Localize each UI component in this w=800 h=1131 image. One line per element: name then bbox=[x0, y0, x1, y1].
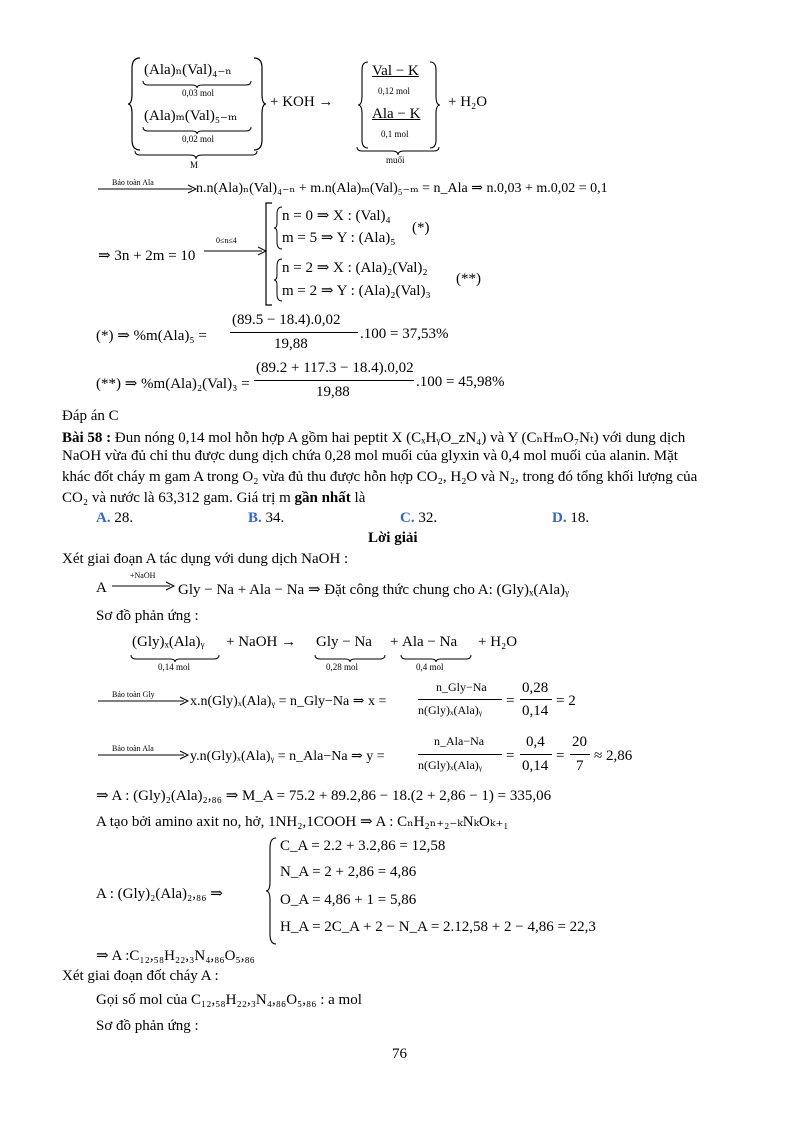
plus-h2o: + H₂O bbox=[448, 94, 488, 110]
mol-002: 0,02 mol bbox=[182, 134, 215, 144]
long-arrow-2 bbox=[204, 246, 268, 256]
bt-ala-bar2 bbox=[520, 754, 552, 755]
long-arrow-1 bbox=[98, 184, 198, 194]
pct2-denominator: 19,88 bbox=[316, 384, 350, 400]
amino-line: A tạo bởi amino axit no, hở, 1NH₂,1COOH ⇒ A : CₙH₂ₙ₊₂₋ₖNₖOₖ₊₁ bbox=[96, 814, 509, 830]
bt-gly-bar2 bbox=[520, 699, 552, 700]
bt-ala-num2: 0,4 bbox=[526, 734, 545, 750]
bt-gly-num2: 0,28 bbox=[522, 680, 549, 696]
bt-gly-lhs: x.n(Gly)ₓ(Ala)ᵧ = n_Gly−Na ⇒ x = bbox=[190, 694, 387, 709]
peptide-x-formula: (Ala)ₙ(Val)₄₋ₙ bbox=[144, 62, 232, 78]
pct2-lhs: (**) ⇒ %m(Ala)₂(Val)₃ = bbox=[96, 376, 250, 392]
salt-brace-open bbox=[358, 60, 370, 150]
mol-012: 0,12 mol bbox=[378, 86, 411, 96]
bt-ala-frac-den: n(Gly)ₓ(Ala)ᵧ bbox=[418, 758, 482, 772]
underbrace-2 bbox=[142, 126, 252, 134]
bt-ala-frac-num: n_Ala−Na bbox=[434, 734, 485, 748]
problem-title: Bài 58 : bbox=[62, 430, 112, 446]
system-c: C_A = 2.2 + 3.2,86 = 12,58 bbox=[280, 838, 446, 854]
bt-gly-rhs: = 2 bbox=[556, 693, 576, 709]
pct1-numerator: (89.5 − 18.4).0,02 bbox=[232, 312, 341, 328]
problem-line-1 bbox=[62, 428, 685, 447]
peptide-y-formula: (Ala)ₘ(Val)₅₋ₘ bbox=[144, 108, 238, 124]
underbrace-gly bbox=[314, 654, 386, 662]
case2-n: n = 2 ⇒ X : (Ala)₂(Val)₂ bbox=[282, 260, 428, 276]
bt-ala-den2: 0,14 bbox=[522, 758, 549, 774]
previous-answer: Đáp án C bbox=[62, 408, 119, 424]
case2-m: m = 2 ⇒ Y : (Ala)₂(Val)₃ bbox=[282, 283, 431, 299]
problem-line-4: CO₂ và nước là 63,312 gam. Giá trị m gần nhất là bbox=[62, 490, 366, 506]
mark-star: (*) bbox=[412, 220, 430, 236]
system-h: H_A = 2C_A + 2 − N_A = 2.12,58 + 2 − 4,86 = 22,3 bbox=[280, 919, 596, 935]
goi-so-mol: Gọi số mol của C₁₂,₅₈H₂₂,₃N₄,₈₆O₅,₈₆ : a mol bbox=[96, 992, 362, 1008]
pct2-numerator: (89.2 + 117.3 − 18.4).0,02 bbox=[256, 360, 414, 376]
bt-ala-rhs: ≈ 2,86 bbox=[594, 748, 633, 764]
arrow-label-bt-ala-2: Bảo toàn Ala bbox=[112, 744, 154, 753]
bt-gly-den2: 0,14 bbox=[522, 703, 549, 719]
pct1-rhs: .100 = 37,53% bbox=[360, 326, 449, 342]
underbrace-ala bbox=[400, 654, 472, 662]
salt-brace-close bbox=[428, 60, 440, 150]
a-reaction-rhs: Gly − Na + Ala − Na ⇒ Đặt công thức chung cho A: (Gly)ₓ(Ala)ᵧ bbox=[178, 582, 569, 598]
system-n: N_A = 2 + 2,86 = 4,86 bbox=[280, 864, 417, 880]
bt-ala-eq2: = bbox=[556, 748, 565, 764]
label-muoi: muối bbox=[386, 155, 405, 165]
long-arrow-4 bbox=[98, 696, 190, 706]
underbrace-1 bbox=[142, 80, 252, 88]
stage-2-text: Xét giai đoạn đốt cháy A : bbox=[62, 968, 219, 984]
bt-gly-frac-bar bbox=[418, 699, 502, 700]
solution-heading: Lời giải bbox=[368, 530, 418, 546]
pct2-fraction-bar bbox=[254, 380, 414, 381]
problem-line-2: NaOH vừa đủ chỉ thu được dung dịch chứa 0,28 mol muối của glyxin và 0,4 mol muối của alanin. Mặt bbox=[62, 448, 678, 464]
react-ala-na: Ala − Na bbox=[402, 634, 458, 650]
long-arrow-3 bbox=[112, 581, 176, 591]
sodo-label-2: Sơ đồ phản ứng : bbox=[96, 1018, 199, 1034]
react-ala-mol: 0,4 mol bbox=[416, 662, 444, 672]
arrow-label-range: 0≤n≤4 bbox=[216, 236, 237, 245]
react-plus-naoh: + NaOH → bbox=[226, 634, 297, 650]
underbrace-m bbox=[134, 150, 258, 160]
sodo-label: Sơ đồ phản ứng : bbox=[96, 608, 199, 624]
pct2-rhs: .100 = 45,98% bbox=[416, 374, 505, 390]
arrow-label-bt-ala: Bảo toàn Ala bbox=[112, 178, 154, 187]
long-arrow-5 bbox=[98, 750, 190, 760]
problem-line-3: khác đốt cháy m gam A trong O₂ vừa đủ thu được hỗn hợp CO₂, H₂O và N₂, trong đó tổng khối lượng của bbox=[62, 469, 698, 485]
left-brace-open bbox=[128, 56, 142, 152]
bt-ala-eq: = bbox=[506, 748, 515, 764]
arrow-label-naoh: +NaOH bbox=[130, 571, 156, 580]
react-plus-h2o: + H₂O bbox=[478, 634, 518, 650]
problem-text-1: Đun nóng 0,14 mol hỗn hợp A gồm hai peptit X (CₓHᵧO_zN₄) và Y (CₙHₘO₇Nₜ) với dung dịch bbox=[114, 430, 686, 446]
bt-ala-expression: n.n(Ala)ₙ(Val)₄₋ₙ + m.n(Ala)ₘ(Val)₅₋ₘ = n_Ala ⇒ n.0,03 + m.0,02 = 0,1 bbox=[196, 181, 608, 196]
page-number: 76 bbox=[392, 1046, 407, 1062]
react-plus: + bbox=[390, 634, 399, 650]
mol-01: 0,1 mol bbox=[381, 129, 409, 139]
bt-gly-frac-num: n_Gly−Na bbox=[436, 680, 487, 694]
mark-double-star: (**) bbox=[456, 271, 481, 287]
ma-line: ⇒ A : (Gly)₂(Ala)₂,₈₆ ⇒ M_A = 75.2 + 89.2,86 − 18.(2 + 2,86 − 1) = 335,06 bbox=[96, 788, 552, 804]
ala-k: Ala − K bbox=[372, 106, 421, 122]
bt-ala-lhs: y.n(Gly)ₓ(Ala)ᵧ = n_Ala−Na ⇒ y = bbox=[190, 749, 385, 764]
option-a: A. 28. bbox=[96, 510, 134, 526]
bracket-cases bbox=[264, 202, 274, 306]
option-c: C. 32. bbox=[400, 510, 438, 526]
case1-n: n = 0 ⇒ X : (Val)₄ bbox=[282, 208, 391, 224]
case1-m: m = 5 ⇒ Y : (Ala)₅ bbox=[282, 230, 396, 246]
a-symbol: A bbox=[96, 580, 107, 596]
react-gly-mol: 0,28 mol bbox=[326, 662, 359, 672]
underbrace-a bbox=[130, 654, 220, 662]
bt-ala-num3: 20 bbox=[572, 734, 587, 750]
option-d: D. 18. bbox=[552, 510, 590, 526]
bt-ala-frac-bar bbox=[418, 754, 502, 755]
stage-1-text: Xét giai đoạn A tác dụng với dung dịch NaOH : bbox=[62, 551, 349, 567]
arrow-label-bt-gly: Bảo toàn Gly bbox=[112, 690, 155, 699]
bt-gly-frac-den: n(Gly)ₓ(Ala)ᵧ bbox=[418, 703, 482, 717]
bt-ala-den3: 7 bbox=[576, 758, 584, 774]
system-o: O_A = 4,86 + 1 = 5,86 bbox=[280, 892, 417, 908]
mol-003: 0,03 mol bbox=[182, 88, 215, 98]
option-b: B. 34. bbox=[248, 510, 285, 526]
pct1-fraction-bar bbox=[230, 332, 358, 333]
label-m: M bbox=[190, 160, 199, 170]
plus-koh: + KOH → bbox=[270, 94, 334, 110]
react-a-mol: 0,14 mol bbox=[158, 662, 191, 672]
bt-ala-bar3 bbox=[570, 754, 590, 755]
eq-3n2m: ⇒ 3n + 2m = 10 bbox=[98, 248, 196, 264]
system-lhs: A : (Gly)₂(Ala)₂,₈₆ ⇒ bbox=[96, 886, 223, 902]
react-a: (Gly)ₓ(Ala)ᵧ bbox=[132, 634, 205, 650]
emphasis-nearest: gần nhất bbox=[294, 490, 351, 506]
react-gly-na: Gly − Na bbox=[316, 634, 372, 650]
system-brace bbox=[266, 836, 278, 946]
bt-gly-eq: = bbox=[506, 693, 515, 709]
right-brace-close bbox=[252, 56, 266, 152]
pct1-lhs: (*) ⇒ %m(Ala)₅ = bbox=[96, 328, 207, 344]
pct1-denominator: 19,88 bbox=[274, 336, 308, 352]
formula-line: ⇒ A :C₁₂,₅₈H₂₂,₃N₄,₈₆O₅,₈₆ bbox=[96, 948, 255, 964]
val-k: Val − K bbox=[372, 63, 419, 79]
